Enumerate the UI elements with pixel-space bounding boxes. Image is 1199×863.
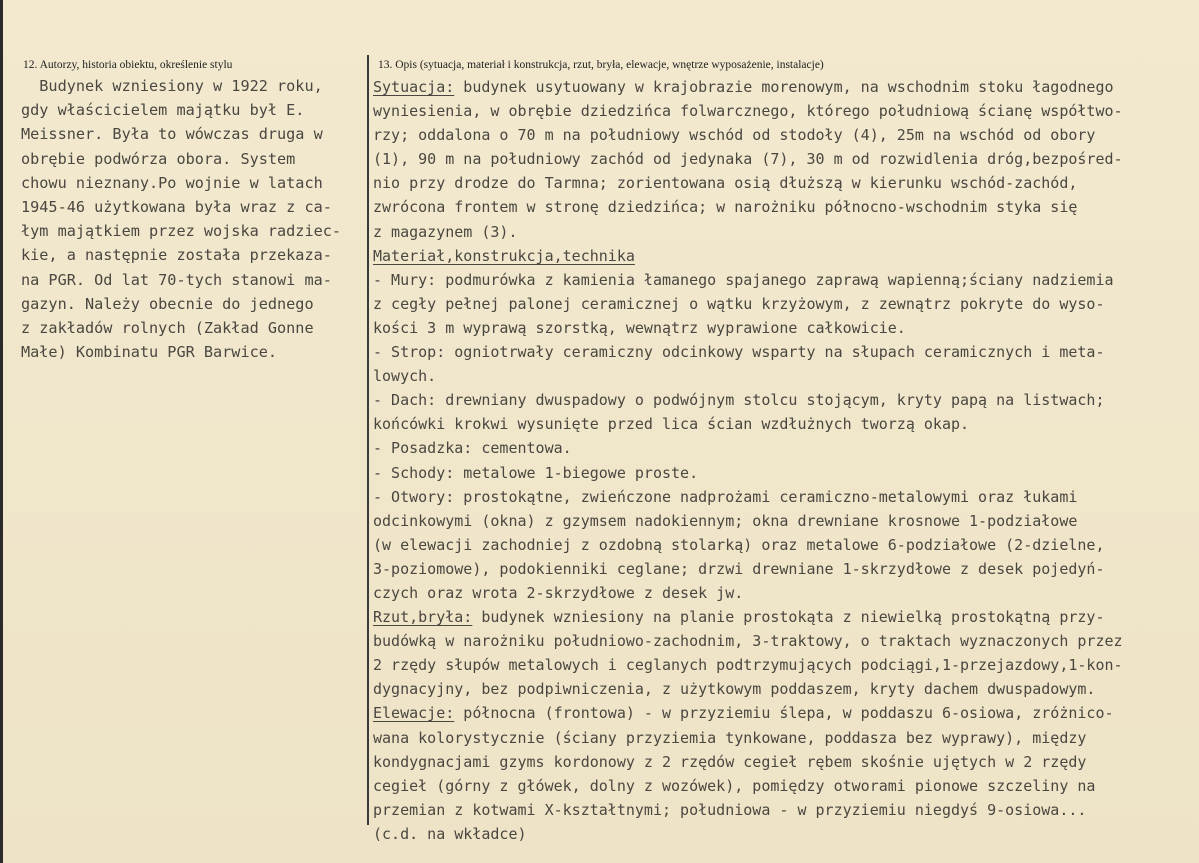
description-text-line xyxy=(373,533,1188,557)
description-text-line xyxy=(373,677,1188,701)
description-text: - Strop: ogniotrwały ceramiczny odcinkowy wsparty na słupach ceramicznych i meta- xyxy=(373,343,1105,362)
description-text: czych oraz wrota 2-skrzydłowe z desek jw. xyxy=(373,583,744,602)
section-heading: Materiał,konstrukcja,technika xyxy=(373,246,635,265)
description-text-line xyxy=(373,364,1188,388)
description-text: - Dach: drewniany dwuspadowy o podwójnym stolcu stojącym, kryty papą na listwach; xyxy=(373,391,1105,410)
description-text: przemian z kotwami X-kształtnymi; południowa - w przyziemiu niegdyś 9-osiowa... xyxy=(373,800,1087,819)
history-text-line: Małe) Kombinatu PGR Barwice. xyxy=(21,343,278,362)
description-text-line xyxy=(373,244,1188,268)
description-text: kondygnacjami gzyms kordonowy z 2 rzędów cegieł rębem skośnie ujętych w 2 rzędy xyxy=(373,752,1087,771)
description-text-column xyxy=(373,75,1188,846)
description-text-line xyxy=(373,123,1188,147)
description-text: budynek wzniesiony na planie prostokąta z niewielką prostokątną przy- xyxy=(472,608,1105,627)
description-text-line xyxy=(373,701,1188,725)
description-text: - Posadzka: cementowa. xyxy=(373,439,572,458)
history-text-line: gazyn. Należy obecnie do jednego xyxy=(21,294,314,313)
description-text: budynek usytuowany w krajobrazie morenowym, na wschodnim stoku łagodnego xyxy=(454,78,1114,96)
description-text-line xyxy=(373,220,1188,244)
description-text: (1), 90 m na południowy zachód od jedynaka (7), 30 m od rozwidlenia dróg,bezpośred- xyxy=(373,150,1123,169)
history-text-column xyxy=(21,74,361,364)
history-text-line: z zakładów rolnych (Zakład Gonne xyxy=(21,318,314,337)
description-text: - Otwory: prostokątne, zwieńczone nadprożami ceramiczno-metalowymi oraz łukami xyxy=(373,487,1078,506)
description-text-line xyxy=(373,653,1188,677)
description-text-line xyxy=(373,268,1188,292)
description-text-line xyxy=(373,436,1188,460)
description-text-line xyxy=(373,388,1188,412)
description-text-line xyxy=(373,75,1188,99)
description-text: (c.d. na wkładce) xyxy=(373,824,527,843)
history-text-line: chowu nieznany.Po wojnie w latach xyxy=(21,173,323,192)
description-text-line xyxy=(373,822,1188,846)
description-text-line xyxy=(373,750,1188,774)
description-text-line xyxy=(373,461,1188,485)
section-heading: Elewacje: xyxy=(373,704,455,723)
history-text-line: kie, a następnie została przekaza- xyxy=(21,246,332,265)
description-text-line xyxy=(373,485,1188,509)
description-text: odcinkowymi (okna) z gzymsem nadokiennym; okna drewniane krosnowe 1-podziałowe xyxy=(373,511,1078,530)
history-text-line: łym majątkiem przez wojska radziec- xyxy=(21,222,342,241)
description-text: z cegły pełnej palonej ceramicznej o wątku krzyżowym, z zewnątrz pokryte do wyso- xyxy=(373,294,1105,313)
description-text: 3-poziomowe), podokienniki ceglane; drzwi drewniane 1-skrzydłowe z desek pojedyń- xyxy=(373,559,1105,578)
history-text-line: Meissner. Była to wówczas druga w xyxy=(21,125,323,144)
description-text-line xyxy=(373,195,1188,219)
column-divider xyxy=(367,55,369,825)
description-text: 2 rzędy słupów metalowych i ceglanych podtrzymujących podciągi,1-przejazdowy,1-kon- xyxy=(373,656,1123,675)
description-text-line xyxy=(373,340,1188,364)
description-text-line xyxy=(373,316,1188,340)
description-text-line xyxy=(373,412,1188,436)
description-text: lowych. xyxy=(373,367,437,386)
description-text-line xyxy=(373,774,1188,798)
description-text-line xyxy=(373,509,1188,533)
description-text: budówką w narożniku południowo-zachodnim, 3-traktowy, o traktach wyznaczonych przez xyxy=(373,632,1123,651)
description-text: rzy; oddalona o 70 m na południowy wschód od stodoły (4), 25m na wschód od obory xyxy=(373,126,1096,145)
description-text-line xyxy=(373,605,1188,629)
history-text-line: obrębie podwórza obora. System xyxy=(21,149,296,168)
description-text-line xyxy=(373,629,1188,653)
description-text-line xyxy=(373,171,1188,195)
history-text-line: gdy właścicielem majątku był E. xyxy=(21,101,305,120)
description-text-line xyxy=(373,557,1188,581)
description-text: zwrócona frontem w stronę dziedzińca; w narożniku północno-wschodnim styka się xyxy=(373,198,1078,217)
description-text-line xyxy=(373,726,1188,750)
description-text: końcówki krokwi wysunięte przed lica ścian wzdłużnych tworzą okap. xyxy=(373,415,970,434)
description-text-line xyxy=(373,292,1188,316)
description-text: północna (frontowa) - w przyziemiu ślepa, w poddaszu 6-osiowa, zróżnico- xyxy=(454,704,1114,723)
description-text: - Mury: podmurówka z kamienia łamanego spajanego zaprawą wapienną;ściany nadziemia xyxy=(373,270,1114,289)
section-12-header: 12. Autorzy, historia obiektu, określenie stylu xyxy=(23,59,233,71)
history-text-line: na PGR. Od lat 70-tych stanowi ma- xyxy=(21,270,332,289)
description-text-line xyxy=(373,99,1188,123)
description-text-line xyxy=(373,581,1188,605)
description-text-line xyxy=(373,147,1188,171)
history-text-line: Budynek wzniesiony w 1922 roku, xyxy=(21,77,323,95)
section-heading: Sytuacja: xyxy=(373,78,455,96)
description-text: wyniesienia, w obrębie dziedzińca folwarcznego, którego południową ścianę współtwo- xyxy=(373,102,1123,121)
description-text: wana kolorystycznie (ściany przyziemia tynkowane, poddasza bez wyprawy), między xyxy=(373,728,1087,747)
description-text-line xyxy=(373,798,1188,822)
section-heading: Rzut,bryła: xyxy=(373,608,473,627)
description-text: nio przy drodze do Tarmna; zorientowana osią dłuższą w kierunku wschód-zachód, xyxy=(373,174,1078,193)
description-text: - Schody: metalowe 1-biegowe proste. xyxy=(373,463,699,482)
description-text: kości 3 m wyprawą szorstką, wewnątrz wyprawione całkowicie. xyxy=(373,318,906,337)
section-13-header: 13. Opis (sytuacja, materiał i konstrukcja, rzut, bryła, elewacje, wnętrze wyposażenie, instalacje) xyxy=(378,59,824,71)
description-text: dygnacyjny, bez podpiwniczenia, z użytkowym poddaszem, kryty dachem dwuspadowym. xyxy=(373,680,1096,699)
history-text-line: 1945-46 użytkowana była wraz z ca- xyxy=(21,197,332,216)
description-text: z magazynem (3). xyxy=(373,222,518,241)
description-text: (w elewacji zachodniej z ozdobną stolarką) oraz metalowe 6-podziałowe (2-dzielne, xyxy=(373,535,1105,554)
description-text: cegieł (górny z główek, dolny z wozówek), pomiędzy otworami pionowe szczeliny na xyxy=(373,776,1096,795)
